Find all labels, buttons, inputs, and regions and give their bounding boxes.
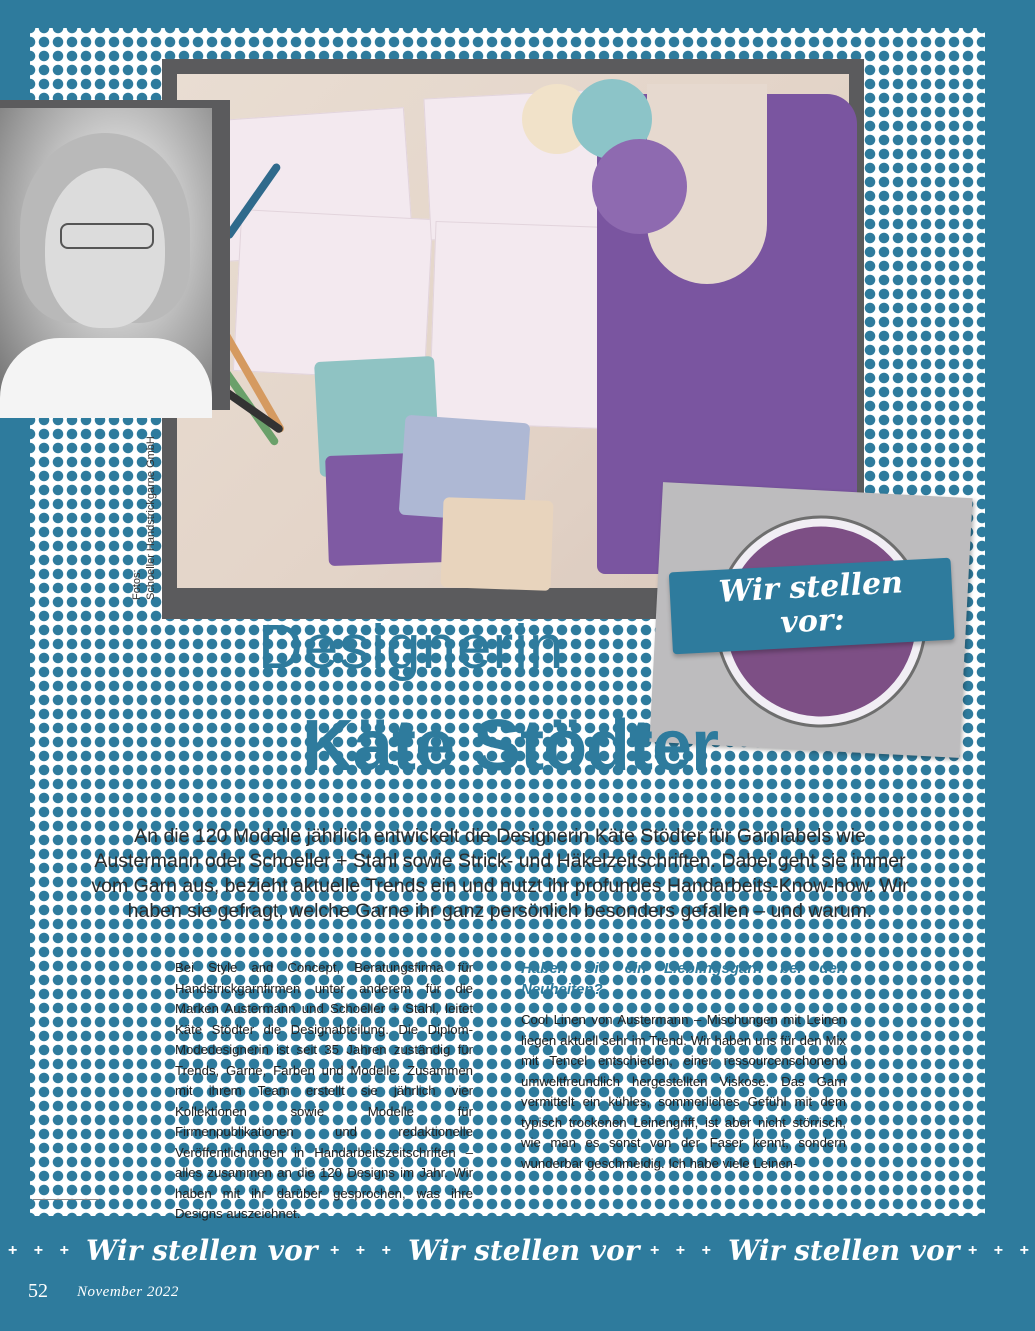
- portrait-glasses: [60, 223, 154, 249]
- body-column-1: Bei Style and Concept, Beratungsfirma für Handstrickgarnfirmen unter anderem für die Marken Austermann und Schoeller + Stahl, leitet Käte Stödter die Designabteilung. Die Diplom-Modedesignerin ist seit 35 Jahren zuständig für Trends, Garne, Farben und Modelle. Zusammen mit ihrem Team erstellt sie jährlich vier Kollektionen sowie Modelle für Firmenpublikationen und redaktionelle Veröffentlichungen in Handarbeitszeitschriften – alles zusammen an die 120 Designs im Jahr. Wir haben mit ihr darüber gesprochen, was ihre Designs auszeichnet.: [175, 960, 473, 1221]
- page-number: 52: [28, 1280, 48, 1302]
- sketch-sheet: [429, 221, 613, 429]
- lead-paragraph: An die 120 Modelle jährlich entwickelt die Designerin Käte Stödter für Garnlabels wie Austermann oder Schoeller + Stahl sowie Strick- und Häkelzeitschriften. Dabei geht sie immer vom Garn aus, bezieht aktuelle Trends ein und nutzt ihr profundes Handarbeits-Know-how. Wir haben sie gefragt, welche Garne ihr ganz persönlich besonders gefallen – und warum.: [91, 825, 909, 922]
- divider-line: [33, 1199, 99, 1200]
- band-label: Wir stellen vor: [728, 1234, 960, 1267]
- photo-credit: [130, 340, 158, 600]
- answer-text: Cool Linen von Austermann – Mischungen mit Leinen liegen aktuell sehr im Trend. Wir haben uns für den Mix mit Tencel entschieden, einer ressourcenschonend umweltfreundlich hergestellten Viskose. Das Garn vermittelt ein kühles, sommerliches Gefühl mit dem typisch trockenen Leinengriff, ist aber nicht störrisch, wie man es sonst von der Faser kennt, sondern wunderbar geschmeidig. Ich habe viele Leinen-: [521, 1012, 846, 1171]
- issue-date: November 2022: [77, 1284, 179, 1300]
- question-heading: Haben Sie ein Lieblingsgarn bei den Neuheiten?: [521, 960, 846, 998]
- portrait-photo: [0, 108, 212, 404]
- badge-text-line2: vor:: [779, 602, 846, 641]
- badge-text: [669, 564, 954, 647]
- title-line1: Designerin: [258, 613, 565, 682]
- band-plus: + + +: [330, 1242, 397, 1259]
- section-band: [0, 1228, 1035, 1278]
- photo-credit-line2: Schoeller Handstrickgarne GmbH: [145, 436, 157, 600]
- band-plus: + + +: [968, 1242, 1035, 1259]
- portrait-shirt: [0, 338, 212, 418]
- yarn-ball: [592, 139, 687, 234]
- badge-text-line1: Wir stellen: [717, 565, 904, 610]
- badge-ribbon: [669, 558, 955, 655]
- band-plus: + + +: [8, 1242, 75, 1259]
- knit-swatch: [440, 497, 553, 591]
- body-column-2: [521, 958, 846, 1174]
- band-plus: + + +: [650, 1242, 717, 1259]
- band-label: Wir stellen vor: [408, 1234, 640, 1267]
- title-line2: Käte Stödter: [302, 706, 719, 786]
- sketch-sheet: [233, 209, 433, 381]
- band-label: Wir stellen vor: [86, 1234, 318, 1267]
- photo-credit-line1: Fotos:: [131, 569, 143, 600]
